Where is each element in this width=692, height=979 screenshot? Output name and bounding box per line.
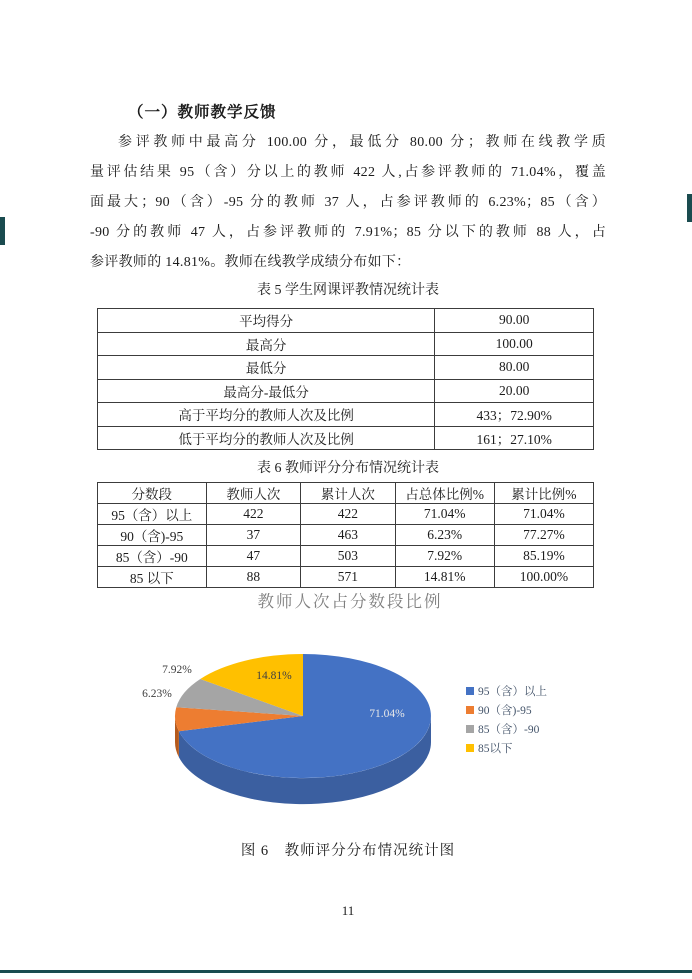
chart-legend: [466, 681, 547, 757]
column-header: 教师人次: [206, 483, 300, 504]
metric-label: 高于平均分的教师人次及比例: [98, 403, 435, 427]
figure-caption: 图 6 教师评分分布情况统计图: [240, 843, 456, 859]
slice-label-below-85: 14.81%: [256, 670, 292, 682]
pie-chart: [40, 635, 500, 820]
metric-value: 100.00: [435, 332, 594, 356]
metric-value: 161；27.10%: [435, 426, 594, 450]
cumulative-count: 463: [301, 525, 395, 546]
legend-label: 95（含）以上: [478, 685, 547, 698]
table-row: [98, 403, 594, 427]
legend-swatch-yellow-icon: [466, 744, 474, 752]
table6-caption: 表 6 教师评分分布情况统计表: [257, 461, 439, 476]
teacher-count: 47: [206, 546, 300, 567]
table-row: [98, 332, 594, 356]
cumulative-percent: 85.19%: [494, 546, 593, 567]
table-student-evaluation-stats: [97, 308, 594, 450]
score-band: 85（含）-90: [98, 546, 207, 567]
legend-item: [466, 719, 547, 738]
overall-percent: 14.81%: [395, 567, 494, 588]
body-paragraph: [90, 128, 606, 278]
metric-value: 90.00: [435, 309, 594, 333]
paragraph-line: 面最大；90（含）-95 分的教师 37 人，占参评教师的 6.23%；85（含）: [90, 195, 606, 210]
metric-value: 20.00: [435, 379, 594, 403]
table-score-distribution: [97, 482, 594, 588]
metric-value: 433；72.90%: [435, 403, 594, 427]
metric-value: 80.00: [435, 356, 594, 380]
cumulative-percent: 100.00%: [494, 567, 593, 588]
teacher-count: 422: [206, 504, 300, 525]
score-band: 90（含)-95: [98, 525, 207, 546]
score-band: 85 以下: [98, 567, 207, 588]
slice-label-95-and-above: 71.04%: [369, 708, 405, 720]
column-header: 分数段: [98, 483, 207, 504]
overall-percent: 7.92%: [395, 546, 494, 567]
metric-label: 平均得分: [98, 309, 435, 333]
cumulative-count: 422: [301, 504, 395, 525]
chart-title: 教师人次占分数段比例: [257, 592, 443, 611]
paragraph-line: 参评教师中最高分 100.00 分，最低分 80.00 分；教师在线教学质: [118, 135, 606, 150]
column-header: 占总体比例%: [395, 483, 494, 504]
legend-label: 90（含)-95: [478, 704, 532, 717]
bottom-edge-rule: [0, 970, 692, 973]
paragraph-line: 参评教师的 14.81%。教师在线教学成绩分布如下：: [90, 255, 411, 270]
table-row: [98, 525, 594, 546]
paragraph-line: -90 分的教师 47 人，占参评教师的 7.91%；85 分以下的教师 88 人，占: [90, 225, 606, 240]
score-band: 95（含）以上: [98, 504, 207, 525]
legend-label: 85（含）-90: [478, 723, 540, 736]
legend-item: [466, 738, 547, 757]
table-row: [98, 546, 594, 567]
teacher-count: 37: [206, 525, 300, 546]
slice-label-90-95: 6.23%: [142, 688, 172, 700]
cumulative-percent: 77.27%: [494, 525, 593, 546]
table-row: [98, 356, 594, 380]
left-edge-scan-mark: [0, 217, 5, 245]
overall-percent: 71.04%: [395, 504, 494, 525]
legend-swatch-orange-icon: [466, 706, 474, 714]
teacher-count: 88: [206, 567, 300, 588]
legend-swatch-blue-icon: [466, 687, 474, 695]
legend-item: [466, 700, 547, 719]
legend-item: [466, 681, 547, 700]
column-header: 累计比例%: [494, 483, 593, 504]
table-row: [98, 567, 594, 588]
table-row: [98, 426, 594, 450]
table-row: [98, 379, 594, 403]
overall-percent: 6.23%: [395, 525, 494, 546]
section-heading: （一）教师教学反馈: [128, 104, 277, 121]
page-number: 11: [341, 903, 355, 918]
legend-label: 85以下: [478, 742, 513, 755]
table-header-row: [98, 483, 594, 504]
table5-caption: 表 5 学生网课评教情况统计表: [257, 283, 439, 298]
cumulative-count: 503: [301, 546, 395, 567]
legend-swatch-gray-icon: [466, 725, 474, 733]
table-row: [98, 504, 594, 525]
metric-label: 低于平均分的教师人次及比例: [98, 426, 435, 450]
metric-label: 最高分: [98, 332, 435, 356]
table-row: [98, 309, 594, 333]
right-edge-scan-mark: [687, 194, 692, 222]
cumulative-count: 571: [301, 567, 395, 588]
metric-label: 最高分-最低分: [98, 379, 435, 403]
metric-label: 最低分: [98, 356, 435, 380]
slice-label-85-90: 7.92%: [162, 664, 192, 676]
paragraph-line: 量评估结果 95（含）分以上的教师 422 人,占参评教师的 71.04%，覆盖: [90, 165, 606, 180]
column-header: 累计人次: [301, 483, 395, 504]
cumulative-percent: 71.04%: [494, 504, 593, 525]
